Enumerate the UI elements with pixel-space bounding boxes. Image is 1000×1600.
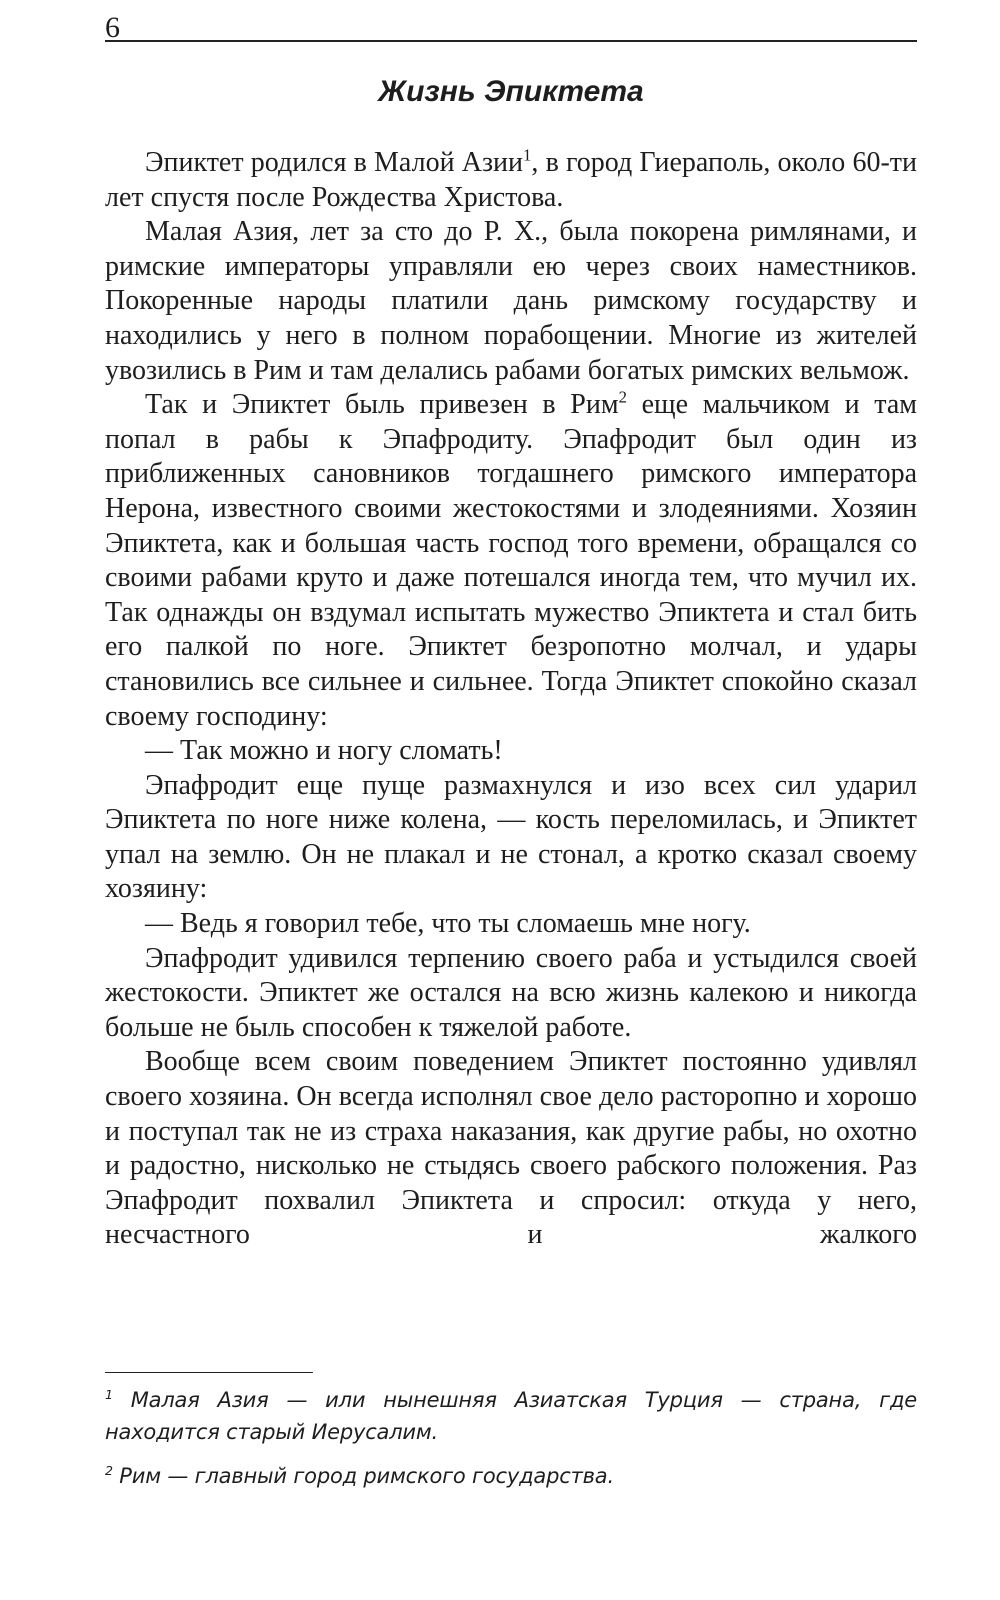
footnote-2-text: Рим — главный город римского государства. bbox=[112, 1464, 614, 1488]
footnote-rule bbox=[105, 1372, 313, 1373]
paragraph-1-start: Эпиктет родился в Малой Азии bbox=[145, 147, 523, 178]
footnote-2-marker: 2 bbox=[105, 1463, 113, 1478]
paragraph-3-end: еще мальчиком и там попал в рабы к Эпафродиту. Эпафродит был один из приближенных сановников тогдашнего римского императора Нерона, известного своими жестокостями и злодеяниями. Хозяин Эпиктета, как и большая часть господ того времени, обращался со своими рабами круто и даже потешался иногда тем, что мучил их. Так однажды он вздумал испытать мужество Эпиктета и стал бить его палкой по ноге. Эпиктет безропотно молчал, и удары становились все сильнее и сильнее. Тогда Эпиктет спокойно сказал своему господину: bbox=[105, 389, 918, 732]
footnote-1-text: Малая Азия — или нынешняя Азиатская Турция — страна, где находится старый Иерусалим. bbox=[105, 1388, 917, 1444]
footnote-2 bbox=[105, 1460, 917, 1492]
paragraph-5: Эпафродит еще пуще размахнулся и изо всех сил ударил Эпиктета по ноге ниже колена, — кость переломилась, и Эпиктет упал на землю. Он не плакал и не стонал, а кротко сказал своему хозяину: bbox=[105, 769, 917, 905]
paragraph-8: Вообще всем своим поведением Эпиктет постоянно удивлял своего хозяина. Он всегда исполнял свое дело расторопно и хорошо и поступал так не из страха наказания, как другие рабы, но охотно и радостно, нисколько не стыдясь своего рабского положения. Раз Эпафродит похвалил Эпиктета и спросил: откуда у него, несчастного и жалкого bbox=[105, 1046, 917, 1251]
body-text bbox=[105, 146, 917, 1253]
paragraph-4: — Так можно и ногу сломать! bbox=[145, 735, 503, 767]
paragraph-6: — Ведь я говорил тебе, что ты сломаешь мне ногу. bbox=[145, 908, 751, 940]
footnote-1 bbox=[105, 1384, 917, 1448]
page-number: 6 bbox=[105, 11, 120, 44]
paragraph-1 bbox=[105, 146, 917, 215]
paragraph-1-end: , в город Гиераполь, около 60-ти лет спустя после Рождества Христова. bbox=[105, 147, 917, 213]
header-rule bbox=[105, 40, 917, 42]
footnotes bbox=[105, 1384, 917, 1504]
footnote-ref-1: 1 bbox=[523, 145, 532, 165]
paragraph-2: Малая Азия, лет за сто до Р. Х., была покорена римлянами, и римские императоры управляли ею через своих наместников. Покоренные народы платили дань римскому государству и находились у него в полном порабощении. Многие из жителей увозились в Рим и там делались рабами богатых римских вельмож. bbox=[105, 216, 917, 386]
chapter-title: Жизнь Эпиктета bbox=[378, 75, 644, 108]
paragraph-7: Эпафродит удивился терпению своего раба и устыдился своей жестокости. Эпиктет же остался на всю жизнь калекою и никогда больше не быль способен к тяжелой работе. bbox=[105, 942, 917, 1043]
footnote-1-marker: 1 bbox=[105, 1387, 113, 1402]
paragraph-3 bbox=[105, 388, 917, 734]
footnote-ref-2: 2 bbox=[618, 387, 627, 407]
paragraph-3-start: Так и Эпиктет быль привезен в Рим bbox=[145, 389, 619, 421]
